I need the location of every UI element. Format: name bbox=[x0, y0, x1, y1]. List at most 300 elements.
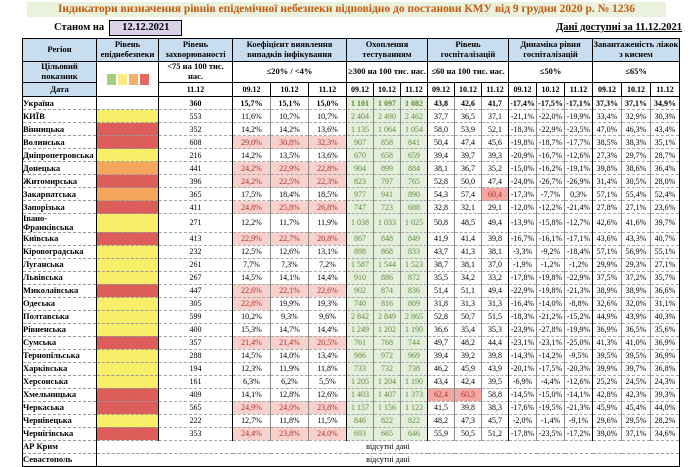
value-beds: 39,8% bbox=[593, 162, 622, 175]
date-header-hosp: 10.12 bbox=[455, 83, 482, 97]
value-dynamics: -12,6% bbox=[565, 149, 593, 162]
value-testing: 907 bbox=[347, 136, 374, 149]
meta-row bbox=[22, 19, 682, 36]
table-row bbox=[23, 110, 680, 123]
value-testing: 822 bbox=[401, 414, 428, 427]
value-hosp: 34,2 bbox=[455, 271, 482, 284]
region-name: Тернопільська bbox=[23, 349, 97, 362]
value-dynamics: -16,1% bbox=[537, 232, 565, 245]
value-hosp: 39,4 bbox=[428, 149, 455, 162]
report-page bbox=[0, 2, 690, 465]
value-testing: 902 bbox=[347, 284, 374, 297]
value-testing: 688 bbox=[401, 201, 428, 214]
value-beds: 55,1% bbox=[651, 245, 680, 258]
date-header-beds: 09.12 bbox=[593, 83, 622, 97]
date-header-testing: 10.12 bbox=[374, 83, 401, 97]
value-testing: 1 205 bbox=[347, 375, 374, 388]
value-dynamics: -17,1% bbox=[566, 98, 591, 108]
value-dynamics: -20,1% bbox=[509, 362, 537, 375]
value-testing: 1 054 bbox=[401, 123, 428, 136]
value-detection: 14,2% bbox=[233, 149, 271, 162]
value-hosp: 31,8 bbox=[428, 297, 455, 310]
value-hosp: 39,4 bbox=[428, 349, 455, 362]
value-hosp: 49,7 bbox=[428, 336, 455, 349]
table-row bbox=[23, 136, 680, 149]
value-hosp: 39,8 bbox=[482, 232, 509, 245]
value-beds: 57,1% bbox=[593, 245, 622, 258]
value-dynamics: -9,2% bbox=[537, 245, 565, 258]
value-dynamics: -21,3% bbox=[565, 401, 593, 414]
value-hosp: 31,3 bbox=[455, 297, 482, 310]
value-testing: 816 bbox=[374, 297, 401, 310]
value-incidence: 352 bbox=[159, 123, 233, 136]
value-beds: 43,6% bbox=[593, 232, 622, 245]
region-name: АР Крим bbox=[23, 440, 97, 453]
value-beds: 39,5% bbox=[622, 349, 651, 362]
table-row bbox=[23, 297, 680, 310]
column-header-incidence: Рівень захворюваності bbox=[159, 39, 233, 62]
region-name: КИЇВ bbox=[23, 110, 97, 123]
table-row bbox=[23, 188, 680, 201]
value-detection: 7,7% bbox=[233, 258, 271, 271]
value-hosp: 48,5 bbox=[455, 214, 482, 233]
value-beds: 35,6% bbox=[651, 323, 680, 336]
table-row bbox=[23, 201, 680, 214]
value-hosp: 43,9 bbox=[482, 362, 509, 375]
value-testing: 2 404 bbox=[347, 110, 374, 123]
value-incidence: 599 bbox=[159, 310, 233, 323]
value-dynamics: -23,5% bbox=[565, 123, 593, 136]
value-hosp: 36,5 bbox=[455, 110, 482, 123]
value-dynamics: -8,8% bbox=[565, 297, 593, 310]
value-hosp: 49,4 bbox=[482, 214, 509, 233]
table-row bbox=[23, 440, 680, 453]
value-detection: 26,8% bbox=[309, 201, 347, 214]
value-beds: 38,9% bbox=[622, 284, 651, 297]
value-hosp: 41,5 bbox=[428, 401, 455, 414]
table-row bbox=[23, 427, 680, 440]
value-dynamics: -12,6% bbox=[565, 375, 593, 388]
value-beds: 42,3% bbox=[622, 388, 651, 401]
value-beds: 40,3% bbox=[651, 310, 680, 323]
value-testing: 738 bbox=[401, 362, 428, 375]
value-hosp: 47,3 bbox=[455, 414, 482, 427]
value-hosp: 39,7 bbox=[455, 149, 482, 162]
value-incidence: 360 bbox=[159, 97, 233, 110]
value-testing: 1 204 bbox=[374, 375, 401, 388]
value-testing: 2 842 bbox=[347, 310, 374, 323]
value-incidence: 411 bbox=[159, 201, 233, 214]
value-beds: 23,6% bbox=[651, 201, 680, 214]
value-testing: 858 bbox=[374, 136, 401, 149]
value-beds: 52,4% bbox=[651, 188, 680, 201]
value-hosp: 52,1 bbox=[482, 123, 509, 136]
value-detection: 24,0% bbox=[309, 427, 347, 440]
value-beds: 27,1% bbox=[622, 201, 651, 214]
date-header-detection: 09.12 bbox=[233, 83, 271, 97]
value-dynamics: -19,8% bbox=[509, 136, 537, 149]
value-detection: 12,6% bbox=[271, 245, 309, 258]
value-hosp: 48,2 bbox=[428, 414, 455, 427]
value-dynamics: -14,0% bbox=[537, 297, 565, 310]
value-dynamics: -23,5% bbox=[537, 427, 565, 440]
value-dynamics: -19,1% bbox=[565, 162, 593, 175]
value-beds: 39,5% bbox=[593, 349, 622, 362]
value-beds: 25,2% bbox=[593, 375, 622, 388]
epidemic-level-cell bbox=[97, 375, 159, 388]
value-hosp: 39,5 bbox=[482, 375, 509, 388]
value-dynamics: -14,2% bbox=[537, 349, 565, 362]
value-beds: 36,9% bbox=[651, 336, 680, 349]
value-detection: 24,0% bbox=[271, 401, 309, 414]
value-dynamics: -4,4% bbox=[537, 375, 565, 388]
value-detection: 12,8% bbox=[271, 388, 309, 401]
value-beds: 42,6% bbox=[593, 214, 622, 233]
region-name: Івано-Франківська bbox=[23, 214, 97, 233]
column-header-region: Регіон bbox=[23, 39, 97, 62]
legend-swatch-icon bbox=[140, 74, 149, 85]
region-name: Україна bbox=[23, 97, 97, 110]
region-name: Кіровоградська bbox=[23, 245, 97, 258]
value-detection: 5,5% bbox=[309, 375, 347, 388]
region-name: Черкаська bbox=[23, 401, 97, 414]
value-detection: 22,8% bbox=[233, 297, 271, 310]
region-name: Житомирська bbox=[23, 175, 97, 188]
value-testing: 899 bbox=[374, 162, 401, 175]
value-beds: 41,0% bbox=[622, 336, 651, 349]
value-beds: 27,3% bbox=[593, 149, 622, 162]
value-testing: 2 490 bbox=[374, 110, 401, 123]
value-detection: 12,5% bbox=[233, 245, 271, 258]
value-hosp: 44,4 bbox=[482, 336, 509, 349]
value-hosp: 54,3 bbox=[428, 188, 455, 201]
value-testing: 1 407 bbox=[374, 388, 401, 401]
data-available-note bbox=[556, 22, 682, 33]
value-dynamics: -23,1% bbox=[537, 336, 565, 349]
value-detection: 20,5% bbox=[309, 336, 347, 349]
value-dynamics: -19,5% bbox=[537, 401, 565, 414]
value-dynamics: -20,9% bbox=[509, 149, 537, 162]
legend-swatch-icon bbox=[129, 74, 138, 85]
value-detection: 21,4% bbox=[271, 336, 309, 349]
value-testing: 809 bbox=[401, 297, 428, 310]
value-testing: 972 bbox=[374, 349, 401, 362]
value-detection: 22,9% bbox=[233, 232, 271, 245]
date-header-incidence: 11.12 bbox=[159, 83, 233, 97]
epidemic-level-cell bbox=[97, 310, 159, 323]
value-testing: 1 025 bbox=[401, 214, 428, 233]
value-detection: 23,8% bbox=[271, 427, 309, 440]
value-hosp: 35,5 bbox=[428, 271, 455, 284]
value-beds: 38,6% bbox=[622, 162, 651, 175]
value-incidence: 267 bbox=[159, 271, 233, 284]
value-testing: 822 bbox=[374, 414, 401, 427]
target-dynamics: ≤50% bbox=[509, 62, 593, 83]
value-beds: 42,8% bbox=[593, 388, 622, 401]
value-hosp: 38,3 bbox=[482, 401, 509, 414]
value-dynamics: -17,4% bbox=[510, 98, 535, 108]
value-detection: 14,0% bbox=[271, 349, 309, 362]
region-name: Луганська bbox=[23, 258, 97, 271]
value-hosp: 52,8 bbox=[428, 175, 455, 188]
page-title: Індикатори визначення рівнів епідемічної небезпеки відповідно до постанови КМУ від 9 грудня 2020 р. № 1236 bbox=[27, 2, 666, 17]
value-detection: 24,2% bbox=[233, 162, 271, 175]
value-beds: 27,8% bbox=[593, 201, 622, 214]
value-hosp: 58,8 bbox=[482, 388, 509, 401]
value-dynamics: -17,8% bbox=[509, 271, 537, 284]
table-row bbox=[23, 123, 680, 136]
region-name: Чернігівська bbox=[23, 427, 97, 440]
value-beds: 43,3% bbox=[622, 232, 651, 245]
value-dynamics: -16,7% bbox=[537, 149, 565, 162]
value-testing: 1 135 bbox=[347, 123, 374, 136]
value-dynamics: -24,0% bbox=[509, 175, 537, 188]
table-row bbox=[23, 214, 680, 233]
region-name: Хмельницька bbox=[23, 388, 97, 401]
value-dynamics: -17,3% bbox=[509, 188, 537, 201]
value-hosp: 51,5 bbox=[482, 310, 509, 323]
table-row bbox=[23, 149, 680, 162]
value-testing: 1 587 bbox=[347, 258, 374, 271]
epidemic-level-cell bbox=[97, 297, 159, 310]
region-name: Донецька bbox=[23, 162, 97, 175]
epidemic-level-cell bbox=[97, 136, 159, 149]
value-beds: 35,7% bbox=[651, 271, 680, 284]
epidemic-level-cell bbox=[97, 214, 159, 233]
value-testing: 969 bbox=[401, 349, 428, 362]
value-testing: 823 bbox=[347, 175, 374, 188]
value-testing: 1 033 bbox=[374, 214, 401, 233]
value-hosp: 58,0 bbox=[428, 123, 455, 136]
value-beds: 34,9% bbox=[651, 97, 680, 110]
table-row bbox=[23, 323, 680, 336]
value-testing: 836 bbox=[401, 284, 428, 297]
value-detection: 21,4% bbox=[233, 336, 271, 349]
table-row bbox=[23, 258, 680, 271]
value-beds: 37,1% bbox=[622, 427, 651, 440]
region-name: Вінницька bbox=[23, 123, 97, 136]
epidemic-level-cell bbox=[97, 427, 159, 440]
date-header-hosp: 09.12 bbox=[428, 83, 455, 97]
value-hosp: 43,4 bbox=[428, 375, 455, 388]
value-beds: 37,1% bbox=[622, 97, 651, 110]
target-testing: ≥300 на 100 тис. нас. bbox=[347, 62, 428, 83]
value-beds: 36,9% bbox=[593, 323, 622, 336]
value-detection: 13,4% bbox=[309, 349, 347, 362]
region-name: Київська bbox=[23, 232, 97, 245]
value-testing: 846 bbox=[347, 414, 374, 427]
value-hosp: 29,1 bbox=[482, 201, 509, 214]
value-hosp: 49,4 bbox=[482, 284, 509, 297]
value-dynamics: -15,8% bbox=[537, 214, 565, 233]
date-header-detection: 11.12 bbox=[309, 83, 347, 97]
value-beds: 39,7% bbox=[651, 214, 680, 233]
value-beds: 29,6% bbox=[593, 414, 622, 427]
value-dynamics: -1,4% bbox=[537, 414, 565, 427]
value-testing: 747 bbox=[347, 201, 374, 214]
value-hosp: 38,1 bbox=[428, 162, 455, 175]
value-beds: 44,9% bbox=[593, 310, 622, 323]
value-dynamics: -17,5% bbox=[537, 362, 565, 375]
value-testing: 1 523 bbox=[401, 258, 428, 271]
value-testing: 848 bbox=[374, 232, 401, 245]
value-detection: 22,7% bbox=[271, 232, 309, 245]
epidemic-level-cell bbox=[97, 362, 159, 375]
value-beds: 32,6% bbox=[593, 297, 622, 310]
value-detection: 30,8% bbox=[271, 136, 309, 149]
value-beds: 33,4% bbox=[593, 110, 622, 123]
value-dynamics: -21,2% bbox=[537, 310, 565, 323]
value-beds: 46,3% bbox=[622, 123, 651, 136]
epidemic-level-legend bbox=[97, 62, 159, 97]
value-hosp: 41,3 bbox=[455, 245, 482, 258]
value-beds: 24,5% bbox=[622, 375, 651, 388]
value-dynamics: -17,7% bbox=[565, 136, 593, 149]
value-detection: 14,5% bbox=[233, 349, 271, 362]
as-of-label: Станом на bbox=[54, 22, 105, 33]
value-dynamics: -19,9% bbox=[565, 323, 593, 336]
value-beds: 40,7% bbox=[651, 232, 680, 245]
value-beds: 29,9% bbox=[593, 258, 622, 271]
epidemic-level-cell bbox=[97, 232, 159, 245]
value-detection: 22,5% bbox=[271, 175, 309, 188]
value-detection: 19,9% bbox=[271, 297, 309, 310]
table-row bbox=[23, 414, 680, 427]
value-incidence: 288 bbox=[159, 349, 233, 362]
value-detection: 14,4% bbox=[309, 323, 347, 336]
value-dynamics: -19,9% bbox=[565, 110, 593, 123]
value-dynamics: -18,7% bbox=[537, 136, 565, 149]
epidemic-indicators-table bbox=[22, 38, 680, 467]
value-dynamics: -9,5% bbox=[565, 349, 593, 362]
epidemic-level-cell bbox=[97, 175, 159, 188]
value-incidence: 222 bbox=[159, 414, 233, 427]
table-row bbox=[23, 162, 680, 175]
value-dynamics: -22,9% bbox=[509, 284, 537, 297]
value-dynamics: -6,9% bbox=[509, 375, 537, 388]
value-beds: 47,0% bbox=[593, 123, 622, 136]
value-beds: 39,0% bbox=[593, 427, 622, 440]
value-detection: 15,0% bbox=[309, 97, 347, 110]
value-incidence: 447 bbox=[159, 284, 233, 297]
value-detection: 10,7% bbox=[309, 110, 347, 123]
value-incidence: 271 bbox=[159, 214, 233, 233]
value-dynamics: -16,4% bbox=[509, 297, 537, 310]
value-hosp: 50,0 bbox=[455, 175, 482, 188]
value-incidence: 261 bbox=[159, 258, 233, 271]
value-incidence: 353 bbox=[159, 427, 233, 440]
table-row bbox=[23, 401, 680, 414]
epidemic-level-cell bbox=[97, 245, 159, 258]
value-hosp: 32,1 bbox=[455, 201, 482, 214]
table-row bbox=[23, 310, 680, 323]
value-dynamics: -22,0% bbox=[537, 110, 565, 123]
value-dynamics: -15,0% bbox=[537, 388, 565, 401]
data-available-label: Дані доступні за bbox=[556, 22, 633, 33]
epidemic-level-cell bbox=[97, 201, 159, 214]
value-incidence: 409 bbox=[159, 388, 233, 401]
value-testing: 1 064 bbox=[374, 123, 401, 136]
value-testing: 986 bbox=[347, 349, 374, 362]
region-name: Чернівецька bbox=[23, 414, 97, 427]
value-detection: 22,6% bbox=[309, 284, 347, 297]
region-name: Одеська bbox=[23, 297, 97, 310]
value-incidence: 194 bbox=[159, 362, 233, 375]
epidemic-level-cell bbox=[97, 188, 159, 201]
value-testing: 910 bbox=[347, 271, 374, 284]
value-hosp: 39,8 bbox=[482, 349, 509, 362]
value-testing: 2 865 bbox=[401, 310, 428, 323]
value-detection: 24,8% bbox=[233, 201, 271, 214]
value-hosp: 50,7 bbox=[455, 310, 482, 323]
value-dynamics: -18,3% bbox=[509, 123, 537, 136]
value-detection: 25,8% bbox=[271, 201, 309, 214]
value-beds: 37,5% bbox=[593, 271, 622, 284]
value-dynamics: -21,4% bbox=[565, 201, 593, 214]
value-testing: 740 bbox=[347, 297, 374, 310]
value-beds: 34,6% bbox=[651, 427, 680, 440]
date-header-beds: 10.12 bbox=[622, 83, 651, 97]
value-detection: 10,2% bbox=[233, 310, 271, 323]
value-incidence: 305 bbox=[159, 297, 233, 310]
value-beds: 43,9% bbox=[622, 310, 651, 323]
value-beds: 43,4% bbox=[651, 123, 680, 136]
value-beds: 35,1% bbox=[651, 136, 680, 149]
value-detection: 12,2% bbox=[233, 214, 271, 233]
value-testing: 1 082 bbox=[401, 97, 428, 110]
value-testing: 646 bbox=[401, 427, 428, 440]
value-detection: 12,6% bbox=[309, 388, 347, 401]
value-detection: 14,2% bbox=[233, 123, 271, 136]
row-header-date: Дата bbox=[23, 83, 97, 97]
value-detection: 29,0% bbox=[233, 136, 271, 149]
value-hosp: 37,1 bbox=[482, 110, 509, 123]
value-detection: 14,4% bbox=[309, 271, 347, 284]
epidemic-level-cell bbox=[97, 284, 159, 297]
value-testing: 1 122 bbox=[401, 401, 428, 414]
value-hosp: 38,1 bbox=[455, 258, 482, 271]
value-hosp: 35,3 bbox=[482, 323, 509, 336]
value-testing: 941 bbox=[374, 188, 401, 201]
as-of-date: 12.12.2021 bbox=[109, 20, 182, 36]
value-dynamics: -19,8% bbox=[537, 284, 565, 297]
value-incidence: 396 bbox=[159, 175, 233, 188]
value-dynamics: -14,1% bbox=[565, 388, 593, 401]
value-hosp: 41,9 bbox=[428, 232, 455, 245]
value-dynamics: -1,9% bbox=[509, 258, 537, 271]
value-testing: 977 bbox=[347, 188, 374, 201]
table-row bbox=[23, 232, 680, 245]
value-testing: 2 462 bbox=[401, 110, 428, 123]
value-beds: 56,9% bbox=[622, 245, 651, 258]
table-row bbox=[23, 388, 680, 401]
value-beds: 55,4% bbox=[622, 188, 651, 201]
epidemic-level-cell bbox=[97, 258, 159, 271]
value-hosp: 32,8 bbox=[428, 201, 455, 214]
value-testing: 1 190 bbox=[401, 375, 428, 388]
value-hosp: 47,4 bbox=[482, 175, 509, 188]
date-header-dynamics: 10.12 bbox=[537, 83, 565, 97]
value-beds: 31,1% bbox=[651, 297, 680, 310]
epidemic-level-cell bbox=[97, 323, 159, 336]
value-beds: 29,3% bbox=[622, 258, 651, 271]
value-beds: 32,9% bbox=[622, 110, 651, 123]
value-detection: 15,7% bbox=[233, 97, 271, 110]
value-detection: 19,3% bbox=[309, 297, 347, 310]
date-header-hosp: 11.12 bbox=[482, 83, 509, 97]
value-testing: 1 101 bbox=[347, 97, 374, 110]
no-data-cell: відсутні дані bbox=[97, 453, 680, 466]
